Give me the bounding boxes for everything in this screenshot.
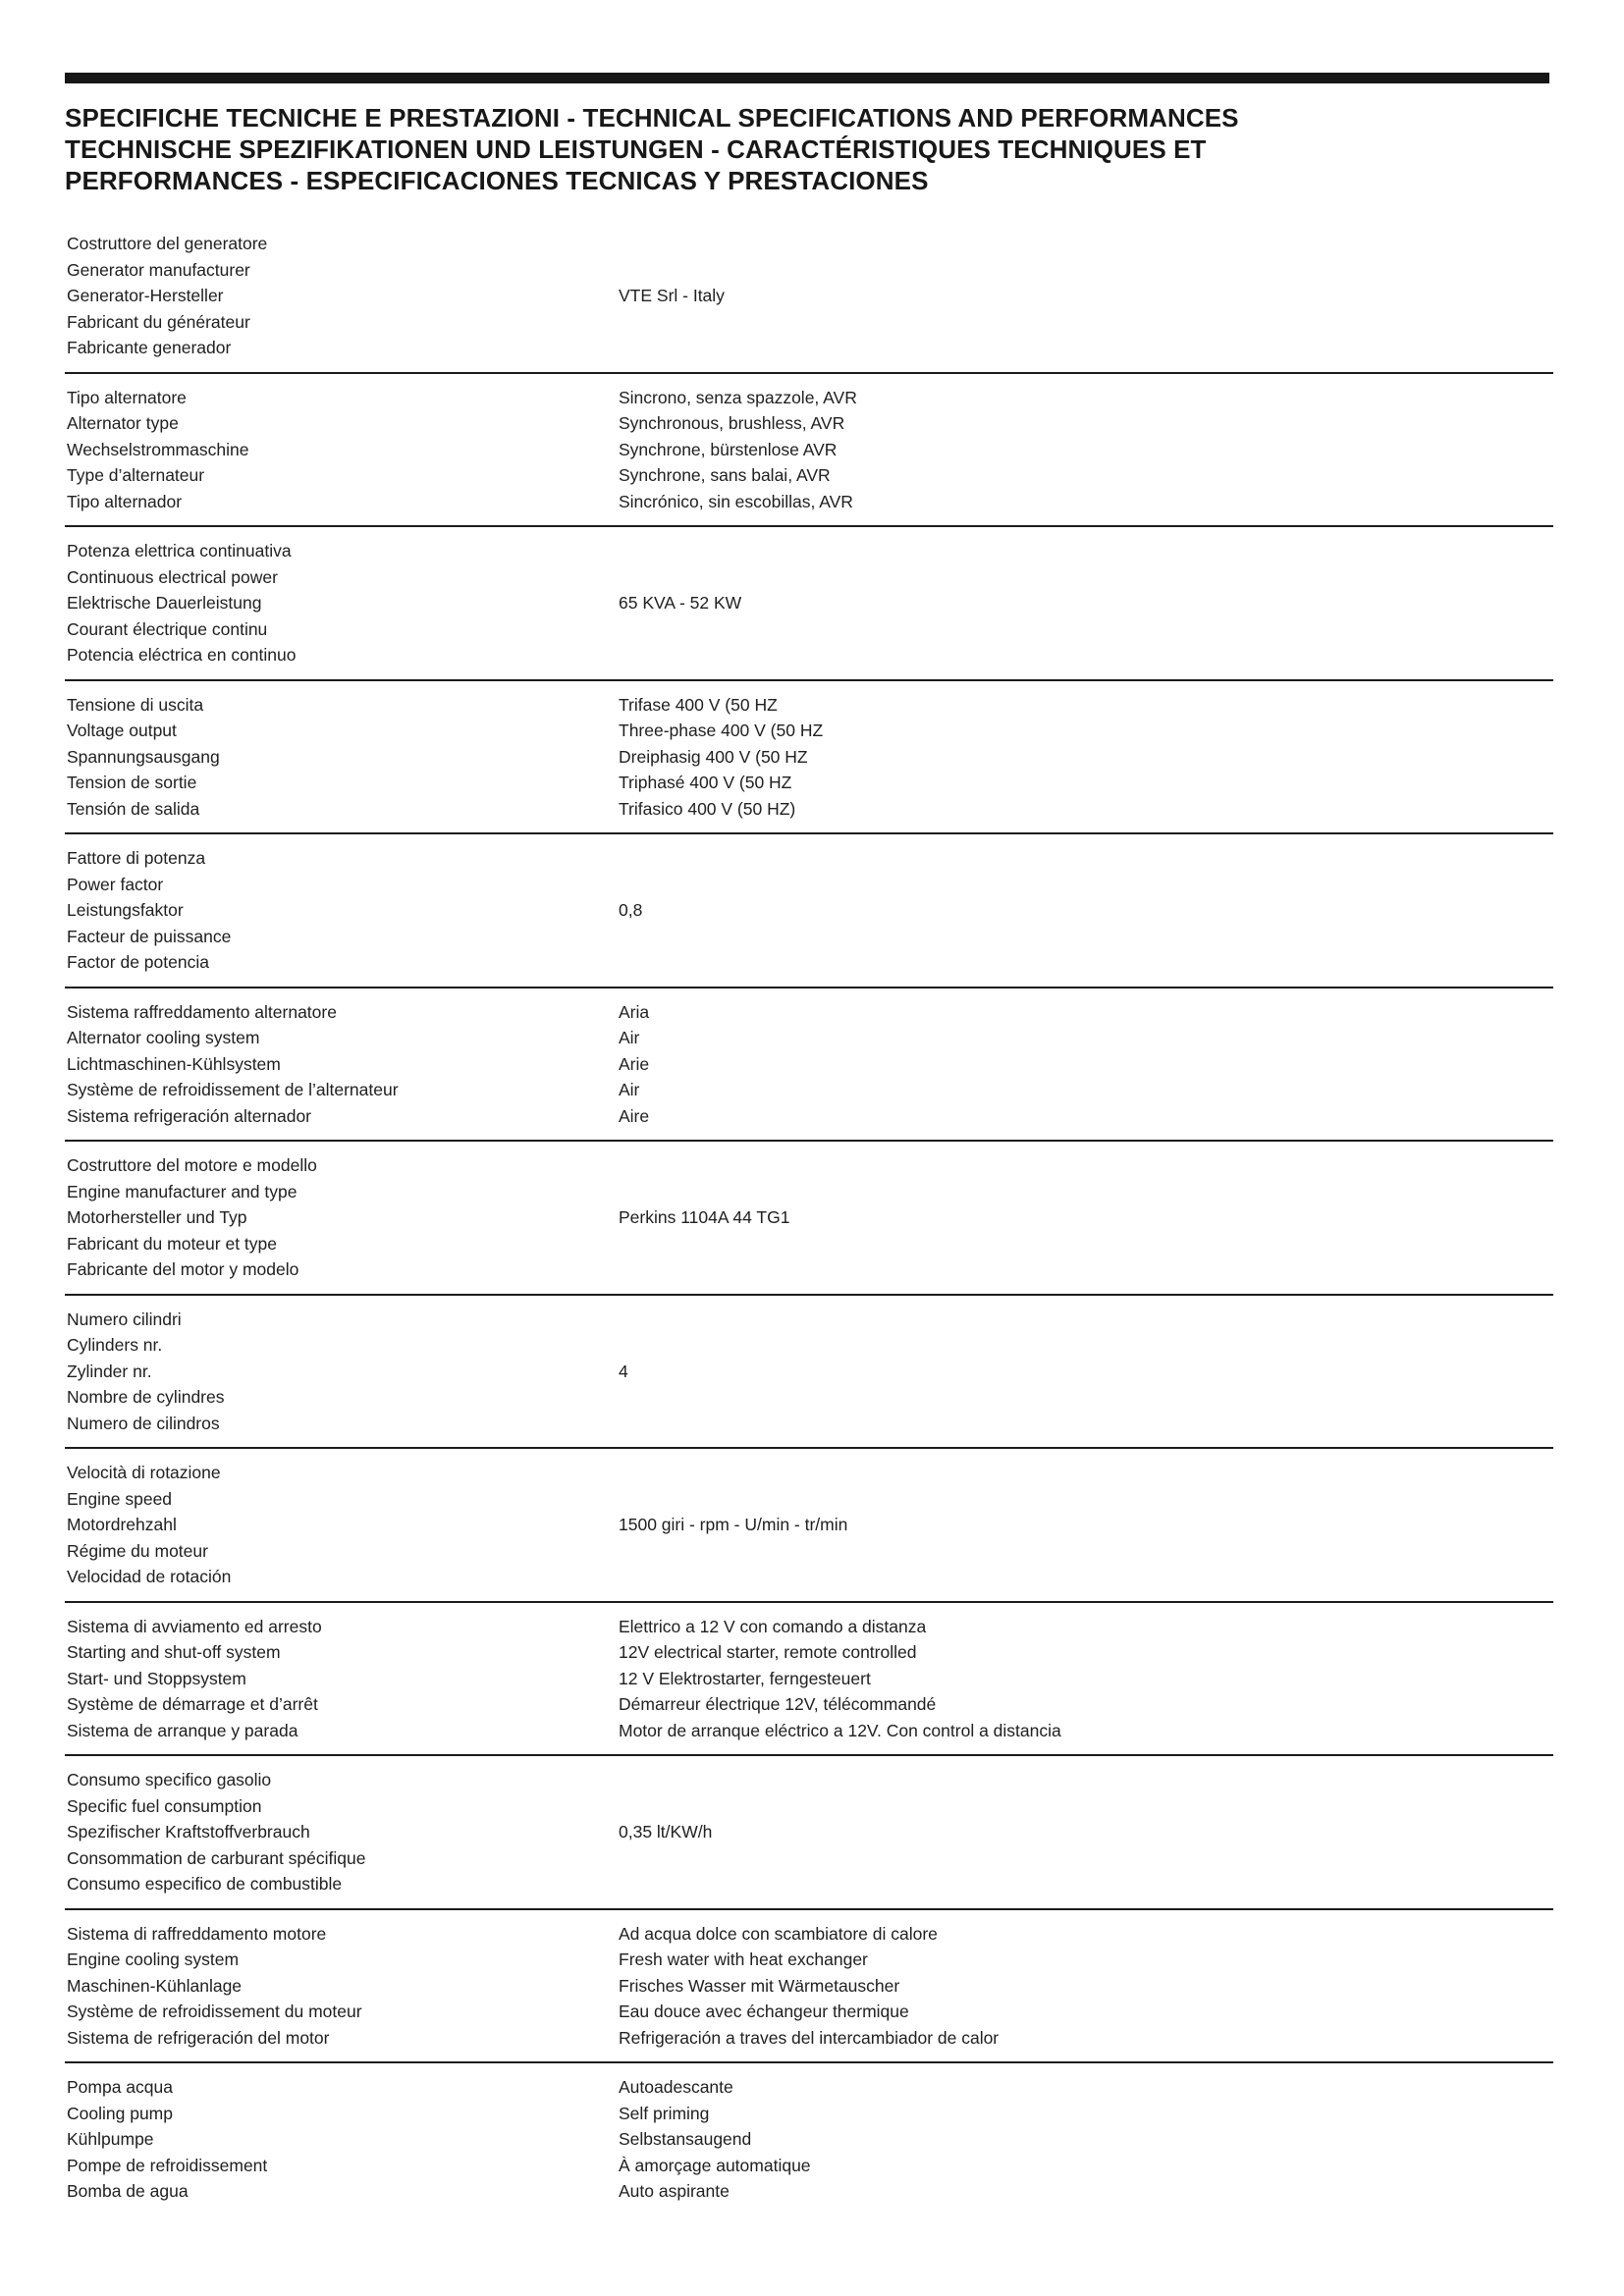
spec-value: 0,8 (619, 900, 643, 920)
spec-row (67, 538, 1555, 564)
spec-label: Fabricant du moteur et type (67, 1233, 277, 1254)
spec-label: Sistema de refrigeración del motor (67, 2027, 330, 2048)
spec-row (67, 999, 1555, 1026)
page-title-line: PERFORMANCES - ESPECIFICACIONES TECNICAS Y PRESTACIONES (65, 166, 929, 195)
spec-section (65, 1603, 1555, 1755)
spec-label: Tensión de salida (67, 798, 200, 819)
spec-value: Elettrico a 12 V con comando a distanza (619, 1616, 927, 1636)
spec-row (67, 590, 1555, 616)
page-title-line: TECHNISCHE SPEZIFIKATIONEN UND LEISTUNGEN - CARACTÉRISTIQUES TECHNIQUES ET (65, 134, 1207, 164)
spec-label: Kühlpumpe (67, 2129, 154, 2149)
spec-row (67, 1947, 1555, 1973)
spec-label: Consumo specifico gasolio (67, 1770, 272, 1789)
spec-label: Alternator cooling system (67, 1028, 260, 1047)
spec-section (65, 220, 1555, 372)
spec-label: Potenza elettrica continuativa (67, 541, 292, 561)
spec-label: Start- und Stoppsystem (67, 1668, 246, 1688)
spec-section (65, 374, 1555, 526)
spec-row (67, 1332, 1555, 1359)
spec-value: Three-phase 400 V (50 HZ (619, 721, 824, 740)
spec-row (67, 564, 1555, 591)
spec-row (67, 335, 1555, 361)
spec-label: Costruttore del generatore (67, 234, 268, 253)
spec-label: Leistungsfaktor (67, 900, 184, 920)
spec-row (67, 1973, 1555, 2000)
spec-row (67, 1051, 1555, 1078)
spec-label: Cooling pump (67, 2103, 173, 2123)
spec-row (67, 924, 1555, 950)
spec-row (67, 1025, 1555, 1051)
spec-label: Voltage output (67, 721, 177, 740)
spec-label: Régime du moteur (67, 1540, 208, 1561)
spec-row (67, 257, 1555, 284)
spec-row (67, 1103, 1555, 1130)
spec-label: Generator-Hersteller (67, 286, 224, 305)
spec-label: Power factor (67, 874, 164, 894)
spec-label: Engine manufacturer and type (67, 1181, 298, 1201)
spec-label: Pompa acqua (67, 2077, 173, 2097)
spec-label: Engine cooling system (67, 1949, 240, 1969)
spec-label: Fabricante del motor y modelo (67, 1259, 299, 1279)
spec-row (67, 692, 1555, 719)
spec-label: Fabricante generador (67, 338, 232, 357)
spec-row (67, 1204, 1555, 1231)
spec-label: Potencia eléctrica en continuo (67, 645, 297, 665)
spec-label: Tensione di uscita (67, 694, 204, 715)
spec-row (67, 1256, 1555, 1283)
spec-label: Maschinen-Kühlanlage (67, 1975, 243, 1996)
spec-label: Sistema refrigeración alternador (67, 1105, 312, 1126)
spec-label: Costruttore del motore e modello (67, 1155, 317, 1175)
spec-value: 12V electrical starter, remote controlled (619, 1642, 917, 1662)
spec-row (67, 1614, 1555, 1640)
spec-value: Ad acqua dolce con scambiatore di calore (619, 1923, 938, 1944)
spec-label: Sistema di avviamento ed arresto (67, 1616, 322, 1636)
spec-label: Sistema raffreddamento alternatore (67, 1001, 337, 1022)
spec-row (67, 949, 1555, 976)
spec-label: Fabricant du générateur (67, 311, 250, 332)
spec-label: Numero de cilindros (67, 1413, 220, 1433)
spec-value: Synchrone, sans balai, AVR (619, 465, 831, 485)
spec-row (67, 1486, 1555, 1513)
spec-label: Spezifischer Kraftstoffverbrauch (67, 1822, 310, 1842)
spec-value: Air (619, 1080, 640, 1099)
spec-row (67, 642, 1555, 668)
spec-label: Wechselstrommaschine (67, 439, 249, 459)
spec-row (67, 744, 1555, 771)
spec-label: Système de refroidissement du moteur (67, 2002, 362, 2021)
spec-section (65, 1296, 1555, 1448)
spec-label: Cylinders nr. (67, 1335, 163, 1355)
spec-value: VTE Srl - Italy (619, 286, 725, 305)
spec-label: Système de démarrage et d’arrêt (67, 1694, 318, 1714)
spec-value: 0,35 lt/KW/h (619, 1822, 713, 1842)
spec-row (67, 1231, 1555, 1257)
spec-label: Pompe de refroidissement (67, 2155, 268, 2175)
spec-label: Alternator type (67, 413, 179, 433)
spec-row (67, 2126, 1555, 2153)
spec-row (67, 1384, 1555, 1411)
spec-row (67, 1999, 1555, 2025)
spec-label: Sistema de arranque y parada (67, 1720, 298, 1740)
spec-row (67, 1793, 1555, 1820)
spec-row (67, 437, 1555, 463)
spec-section (65, 1756, 1555, 1908)
top-rule (65, 73, 1549, 83)
spec-row (67, 1819, 1555, 1845)
spec-value: Air (619, 1028, 640, 1047)
spec-value: Eau douce avec échangeur thermique (619, 2002, 909, 2021)
spec-label: Consumo especifico de combustible (67, 1874, 343, 1894)
spec-label: Velocidad de rotación (67, 1567, 232, 1586)
spec-label: Factor de potencia (67, 952, 209, 972)
spec-value: Motor de arranque eléctrico a 12V. Con control a distancia (619, 1720, 1061, 1740)
spec-table (65, 220, 1555, 2216)
spec-label: Motorhersteller und Typ (67, 1207, 247, 1227)
spec-row (67, 1691, 1555, 1718)
spec-value: Dreiphasig 400 V (50 HZ (619, 746, 808, 767)
spec-label: Motordrehzahl (67, 1515, 177, 1534)
spec-label: Continuous electrical power (67, 566, 278, 587)
spec-value: Aire (619, 1105, 650, 1126)
spec-value: Sincrónico, sin escobillas, AVR (619, 491, 853, 511)
spec-label: Zylinder nr. (67, 1361, 152, 1381)
spec-label: Generator manufacturer (67, 259, 250, 280)
spec-value: Synchronous, brushless, AVR (619, 413, 845, 433)
spec-value: Trifasico 400 V (50 HZ) (619, 798, 796, 819)
spec-value: Aria (619, 1001, 650, 1022)
spec-row (67, 1845, 1555, 1872)
spec-row (67, 462, 1555, 489)
spec-row (67, 309, 1555, 336)
spec-row (67, 1152, 1555, 1179)
spec-value: Auto aspirante (619, 2181, 730, 2201)
spec-label: Spannungsausgang (67, 746, 220, 767)
spec-value: Refrigeración a traves del intercambiador de calor (619, 2027, 1000, 2048)
spec-label: Courant électrique continu (67, 618, 268, 639)
spec-row (67, 283, 1555, 309)
spec-row (67, 1077, 1555, 1103)
spec-label: Engine speed (67, 1488, 173, 1509)
spec-row (67, 1921, 1555, 1948)
spec-row (67, 1359, 1555, 1385)
spec-value: Perkins 1104A 44 TG1 (619, 1207, 790, 1227)
spec-value: Self priming (619, 2103, 710, 2123)
spec-label: Tension de sortie (67, 773, 197, 792)
spec-section (65, 1910, 1555, 2062)
spec-section (65, 527, 1555, 679)
spec-row (67, 770, 1555, 796)
spec-row (67, 1871, 1555, 1897)
spec-row (67, 1512, 1555, 1538)
spec-row (67, 1718, 1555, 1744)
spec-section (65, 988, 1555, 1141)
spec-section (65, 681, 1555, 833)
spec-value: Trifase 400 V (50 HZ (619, 694, 778, 715)
spec-label: Bomba de agua (67, 2181, 189, 2201)
spec-value: Arie (619, 1053, 650, 1074)
spec-row (67, 897, 1555, 924)
spec-row (67, 1767, 1555, 1793)
spec-label: Facteur de puissance (67, 926, 232, 946)
spec-label: Tipo alternador (67, 491, 183, 511)
spec-row (67, 231, 1555, 257)
spec-row (67, 796, 1555, 823)
spec-value: Autoadescante (619, 2077, 733, 2097)
spec-value: Selbstansaugend (619, 2129, 752, 2149)
spec-value: 4 (619, 1361, 628, 1381)
spec-row (67, 1538, 1555, 1565)
page-title-line: SPECIFICHE TECNICHE E PRESTAZIONI - TECHNICAL SPECIFICATIONS AND PERFORMANCES (65, 103, 1239, 133)
spec-row (67, 489, 1555, 515)
spec-row (67, 1411, 1555, 1437)
spec-row (67, 2025, 1555, 2052)
spec-row (67, 1179, 1555, 1205)
spec-label: Specific fuel consumption (67, 1795, 262, 1816)
spec-row (67, 1666, 1555, 1692)
spec-label: Fattore di potenza (67, 848, 206, 868)
spec-label: Starting and shut-off system (67, 1642, 281, 1662)
spec-row (67, 1460, 1555, 1486)
spec-label: Tipo alternatore (67, 387, 187, 407)
spec-value: 1500 giri - rpm - U/min - tr/min (619, 1515, 848, 1534)
spec-section (65, 1449, 1555, 1601)
spec-value: Frisches Wasser mit Wärmetauscher (619, 1975, 900, 1996)
spec-row (67, 872, 1555, 898)
spec-label: Sistema di raffreddamento motore (67, 1923, 327, 1944)
spec-section (65, 834, 1555, 987)
spec-row (67, 1307, 1555, 1333)
spec-row (67, 845, 1555, 872)
spec-section (65, 2063, 1555, 2216)
spec-row (67, 385, 1555, 411)
spec-label: Système de refroidissement de l’alternateur (67, 1080, 399, 1099)
spec-value: Triphasé 400 V (50 HZ (619, 773, 792, 792)
spec-value: À amorçage automatique (619, 2155, 811, 2175)
spec-row (67, 2074, 1555, 2101)
spec-row (67, 2101, 1555, 2127)
spec-label: Lichtmaschinen-Kühlsystem (67, 1053, 281, 1074)
spec-value: Synchrone, bürstenlose AVR (619, 439, 838, 459)
spec-row (67, 2178, 1555, 2205)
spec-label: Consommation de carburant spécifique (67, 1847, 366, 1868)
spec-row (67, 718, 1555, 744)
spec-value: Sincrono, senza spazzole, AVR (619, 387, 857, 407)
spec-label: Nombre de cylindres (67, 1387, 225, 1407)
spec-value: Démarreur électrique 12V, télécommandé (619, 1694, 937, 1714)
spec-row (67, 410, 1555, 437)
spec-row (67, 2153, 1555, 2179)
page-title (65, 102, 1555, 196)
spec-row (67, 616, 1555, 643)
spec-value: 12 V Elektrostarter, ferngesteuert (619, 1668, 871, 1688)
spec-row (67, 1639, 1555, 1666)
spec-label: Elektrische Dauerleistung (67, 593, 262, 613)
spec-label: Velocità di rotazione (67, 1463, 221, 1482)
spec-value: 65 KVA - 52 KW (619, 593, 742, 613)
spec-row (67, 1564, 1555, 1590)
spec-label: Type d’alternateur (67, 465, 205, 485)
spec-label: Numero cilindri (67, 1308, 182, 1329)
spec-value: Fresh water with heat exchanger (619, 1949, 868, 1969)
spec-section (65, 1142, 1555, 1294)
